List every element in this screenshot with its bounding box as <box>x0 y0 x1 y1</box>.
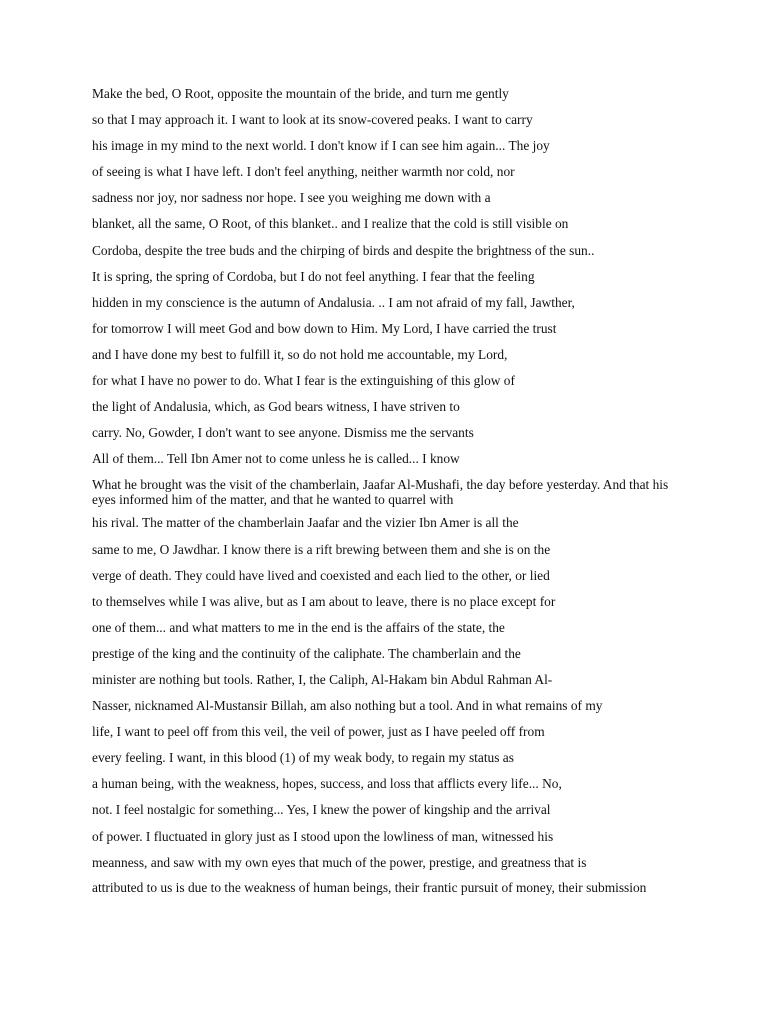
text-line: Cordoba, despite the tree buds and the chirping of birds and despite the brightness of the sun.. <box>92 242 595 258</box>
text-line: prestige of the king and the continuity of the caliphate. The chamberlain and the <box>92 645 521 661</box>
text-line: a human being, with the weakness, hopes, success, and loss that afflicts every life... No, <box>92 776 562 792</box>
text-line: minister are nothing but tools. Rather, I, the Caliph, Al-Hakam bin Abdul Rahman Al- <box>92 671 553 687</box>
text-line: his rival. The matter of the chamberlain Jaafar and the vizier Ibn Amer is all the <box>92 515 519 531</box>
text-line: attributed to us is due to the weakness of human beings, their frantic pursuit of money, their submission <box>92 879 647 895</box>
body-text <box>92 86 672 895</box>
text-line: the light of Andalusia, which, as God bears witness, I have striven to <box>92 399 460 415</box>
text-line: for tomorrow I will meet God and bow down to Him. My Lord, I have carried the trust <box>92 320 557 336</box>
text-line: for what I have no power to do. What I fear is the extinguishing of this glow of <box>92 373 515 389</box>
text-line: of seeing is what I have left. I don't feel anything, neither warmth nor cold, nor <box>92 164 515 180</box>
text-line: carry. No, Gowder, I don't want to see anyone. Dismiss me the servants <box>92 425 474 441</box>
text-line: meanness, and saw with my own eyes that much of the power, prestige, and greatness that is <box>92 854 587 870</box>
text-line: What he brought was the visit of the chamberlain, Jaafar Al-Mushafi, the day before yesterday. And that his eyes informed him of the matter, and that he wanted to quarrel with <box>92 477 669 508</box>
text-line: life, I want to peel off from this veil, the veil of power, just as I have peeled off from <box>92 724 545 740</box>
text-line: All of them... Tell Ibn Amer not to come unless he is called... I know <box>92 451 460 467</box>
text-line: of power. I fluctuated in glory just as I stood upon the lowliness of man, witnessed his <box>92 828 554 844</box>
text-line: same to me, O Jawdhar. I know there is a rift brewing between them and she is on the <box>92 541 551 557</box>
text-line: hidden in my conscience is the autumn of Andalusia. .. I am not afraid of my fall, Jawther, <box>92 294 575 310</box>
text-line: verge of death. They could have lived and coexisted and each lied to the other, or lied <box>92 567 550 583</box>
text-line: sadness nor joy, nor sadness nor hope. I see you weighing me down with a <box>92 190 491 206</box>
text-line: one of them... and what matters to me in the end is the affairs of the state, the <box>92 619 505 635</box>
text-line: not. I feel nostalgic for something... Yes, I knew the power of kingship and the arrival <box>92 802 551 818</box>
text-line: blanket, all the same, O Root, of this blanket.. and I realize that the cold is still visible on <box>92 216 569 232</box>
text-line: every feeling. I want, in this blood (1) of my weak body, to regain my status as <box>92 750 514 766</box>
text-line: to themselves while I was alive, but as I am about to leave, there is no place except for <box>92 593 556 609</box>
text-line: It is spring, the spring of Cordoba, but I do not feel anything. I fear that the feeling <box>92 268 535 284</box>
text-line: and I have done my best to fulfill it, so do not hold me accountable, my Lord, <box>92 346 508 362</box>
text-line: Nasser, nicknamed Al-Mustansir Billah, am also nothing but a tool. And in what remains of my <box>92 698 603 714</box>
text-line: his image in my mind to the next world. I don't know if I can see him again... The joy <box>92 138 550 154</box>
text-line: Make the bed, O Root, opposite the mountain of the bride, and turn me gently <box>92 86 509 101</box>
text-line: so that I may approach it. I want to look at its snow-covered peaks. I want to carry <box>92 112 533 128</box>
